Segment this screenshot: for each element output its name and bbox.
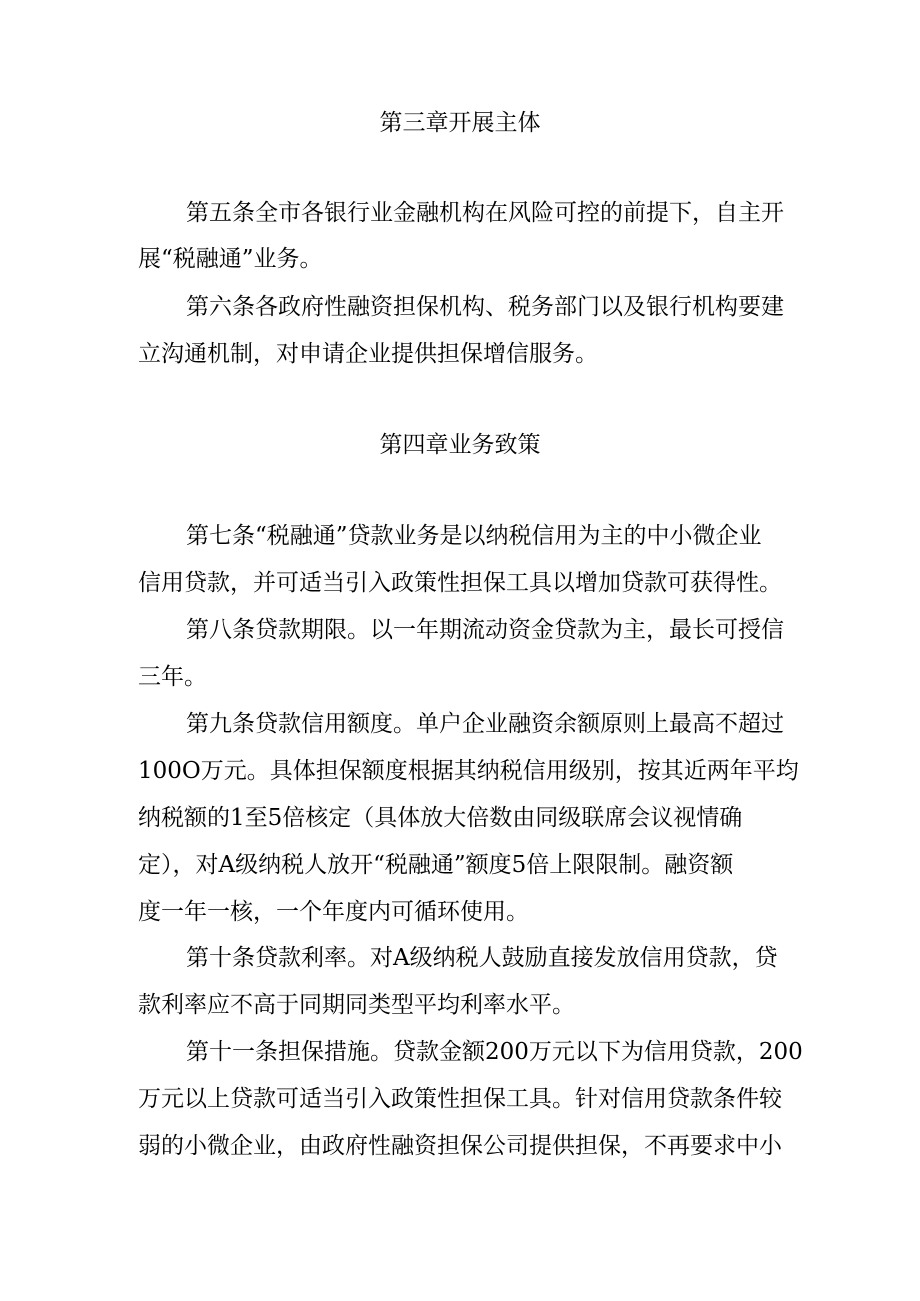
article-7-line-2: 信用贷款，并可适当引入政策性担保工具以增加贷款可获得性。	[138, 570, 782, 596]
article-9-line-3: 纳税额的1至5倍核定（具体放大倍数由同级联席会议视情确	[138, 805, 743, 831]
article-9-line-4: 定），对A级纳税人放开“税融通”额度5倍上限限制。融资额	[138, 852, 734, 878]
article-7-line-1: 第七条“税融通”贷款业务是以纳税信用为主的中小微企业	[186, 523, 762, 549]
article-9-line-1: 第九条贷款信用额度。单户企业融资余额原则上最高不超过	[186, 711, 784, 737]
article-9-line-5: 度一年一核，一个年度内可循环使用。	[138, 899, 529, 925]
article-11-line-3: 弱的小微企业，由政府性融资担保公司提供担保，不再要求中小	[138, 1133, 782, 1159]
article-6-line-1: 第六条各政府性融资担保机构、税务部门以及银行机构要建	[186, 294, 784, 320]
article-10-line-1: 第十条贷款利率。对A级纳税人鼓励直接发放信用贷款，贷	[186, 945, 778, 971]
chapter-4-heading: 第四章业务致策	[379, 432, 541, 458]
article-8-line-1: 第八条贷款期限。以一年期流动资金贷款为主，最长可授信	[186, 617, 784, 643]
article-10-line-2: 款利率应不高于同期同类型平均利率水平。	[138, 992, 575, 1018]
article-9-line-2: 100O万元。具体担保额度根据其纳税信用级别，按其近两年平均	[138, 758, 799, 784]
article-5-line-2: 展“税融通”业务。	[138, 246, 323, 272]
article-5-line-1: 第五条全市各银行业金融机构在风险可控的前提下，自主开	[186, 200, 784, 226]
article-11-line-1: 第十一条担保措施。贷款金额200万元以下为信用贷款，200	[186, 1039, 803, 1065]
chapter-3-heading: 第三章开展主体	[379, 110, 541, 136]
article-6-line-2: 立沟通机制，对申请企业提供担保增信服务。	[138, 341, 598, 367]
article-8-line-2: 三年。	[138, 664, 207, 690]
article-11-line-2: 万元以上贷款可适当引入政策性担保工具。针对信用贷款条件较	[138, 1086, 782, 1112]
